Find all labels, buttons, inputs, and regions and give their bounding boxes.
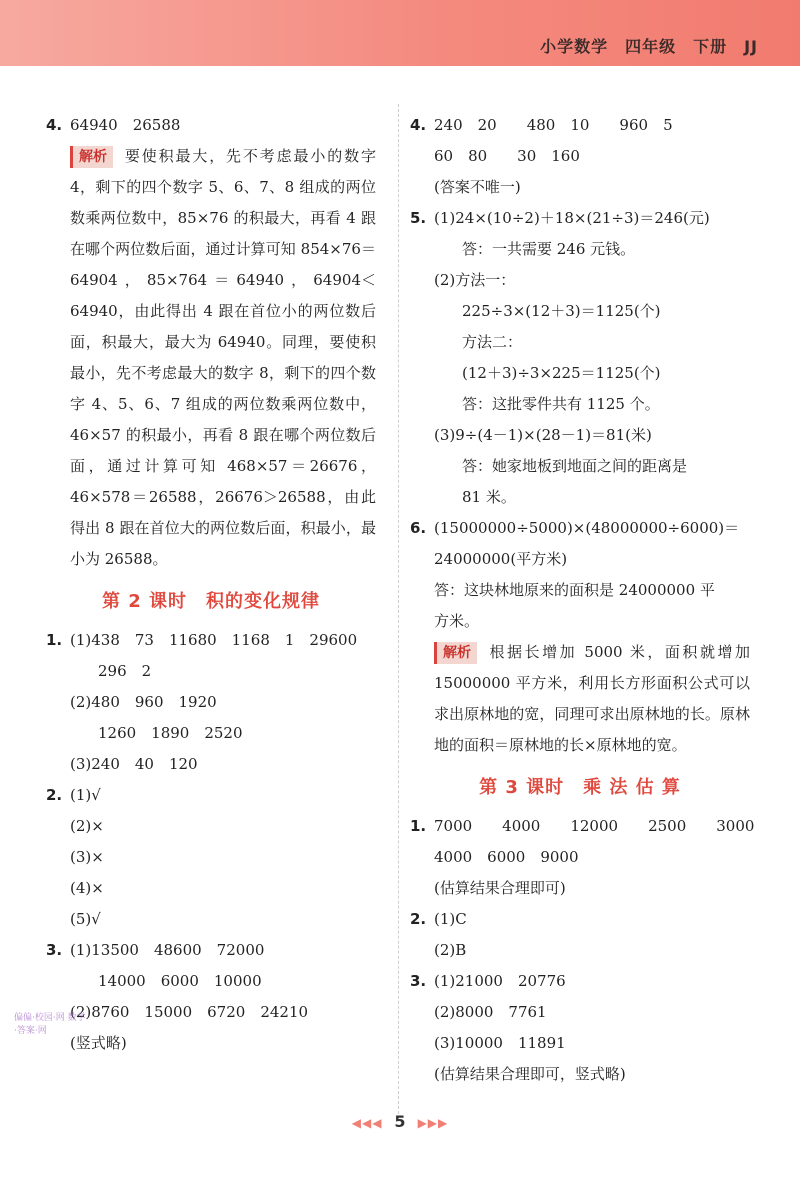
answer-line: (答案不唯一): [434, 178, 521, 196]
answer-line: 14000 6000 10000: [98, 972, 262, 990]
answer-line: 296 2: [98, 662, 152, 680]
question-number: 1.: [410, 817, 427, 835]
answer-line: 方米。: [434, 612, 480, 630]
question-3: [46, 935, 376, 966]
answer-line: (2)B: [434, 941, 467, 959]
estimate-question-1: [410, 811, 755, 842]
question-number: 6.: [410, 519, 427, 537]
answer-line: 1260 1890 2520: [98, 724, 243, 742]
answer-line: (1)C: [434, 910, 467, 928]
answer-line: (2)480 960 1920: [70, 693, 217, 711]
answer-line: 7000 4000 12000 2500 3000: [434, 817, 755, 835]
question-6: [410, 513, 750, 544]
question-number: 2.: [410, 910, 427, 928]
question-number: 5.: [410, 209, 427, 227]
question-1: [46, 625, 376, 656]
question-number: 3.: [410, 972, 427, 990]
answer-line: 4000 6000 9000: [434, 848, 579, 866]
answer-line: (竖式略): [70, 1034, 127, 1052]
analysis-block: [70, 141, 376, 575]
analysis-badge: 解析: [434, 642, 477, 664]
answer-line: (5)√: [70, 910, 101, 928]
question-number: 4.: [410, 116, 427, 134]
page-footer: [0, 1112, 800, 1131]
question-4: [410, 110, 750, 141]
answer-line: (15000000÷5000)×(48000000÷6000)＝: [434, 519, 740, 537]
question-2: [46, 780, 376, 811]
answer-line: (4)×: [70, 879, 104, 897]
question-5: [410, 203, 750, 234]
answer-line: (估算结果合理即可): [434, 879, 566, 897]
analysis-badge: 解析: [70, 146, 113, 168]
watermark-logo: 偏偏·校园·网 数学·答案·网: [14, 1013, 86, 1036]
question-4: [46, 110, 376, 141]
answer-line: 24000000(平方米): [434, 550, 568, 568]
page-number: 5: [394, 1112, 406, 1131]
answer-line: (2)8000 7761: [434, 1003, 547, 1021]
answer-line: 81 米。: [462, 488, 516, 506]
answer-line: (2)方法一：: [434, 271, 516, 289]
answer-line: 225÷3×(12＋3)＝1125(个): [462, 302, 661, 320]
answer-line: 答：这批零件共有 1125 个。: [462, 395, 660, 413]
analysis-block: [434, 637, 750, 761]
answer-line: (12＋3)÷3×225＝1125(个): [462, 364, 661, 382]
estimate-question-2: [410, 904, 750, 935]
section-title-lesson-2: 第 2 课时 积的变化规律: [101, 591, 321, 612]
answer-line: (1)21000 20776: [434, 972, 566, 990]
answer-line: 60 80 30 160: [434, 147, 580, 165]
answer-text: 64940 26588: [70, 116, 181, 134]
answer-line: 答：一共需要 246 元钱。: [462, 240, 636, 258]
answer-line: (3)240 40 120: [70, 755, 198, 773]
column-divider: [398, 104, 399, 1114]
analysis-text: 要使积最大，先不考虑最小的数字 4，剩下的四个数字 5、6、7、8 组成的两位数乘两位数中，85×76 的积最大，再看 4 跟在哪个两位数后面，通过计算可知 854×76＝64904，85×764＝64940，64904＜64940，由此得出 4 跟在首位小的两位数后面，积最大，最大为 64940。同理，要使积最小，先不考虑最大的数字 8，剩下的四个数字 4、5、6、7 组成的两位数乘两位数中，46×57 的积最小，再看 8 跟在哪个两位数后面，通过计算可知 468×57＝26676，46×578＝26588，26676＞26588，由此得出 8 跟在首位大的两位数后面，积最小，最小为 26588。: [70, 147, 376, 568]
header-title: 小学数学 四年级 下册 JJ: [540, 37, 758, 56]
answer-line: (2)×: [70, 817, 104, 835]
question-number: 4.: [46, 116, 63, 134]
analysis-text: 根据长增加 5000 米，面积就增加 15000000 平方米，利用长方形面积公式可以求出原林地的宽，同理可求出原林地的长。原林地的面积＝原林地的长×原林地的宽。: [434, 643, 750, 754]
answer-line: (1)√: [70, 786, 101, 804]
answer-line: (3)×: [70, 848, 104, 866]
right-arrows-icon: ▶▶▶: [417, 1116, 449, 1130]
left-column: [46, 110, 376, 1059]
answer-line: (1)13500 48600 72000: [70, 941, 265, 959]
answer-line: 方法二：: [462, 333, 523, 351]
left-arrows-icon: ◀◀◀: [351, 1116, 383, 1130]
right-column: [410, 110, 755, 1090]
question-number: 3.: [46, 941, 63, 959]
answer-line: (2)8760 15000 6720 24210: [70, 1003, 309, 1021]
answer-line: 答：这块林地原来的面积是 24000000 平: [434, 581, 715, 599]
answer-line: (1)24×(10÷2)＋18×(21÷3)＝246(元): [434, 209, 710, 227]
answer-line: (1)438 73 11680 1168 1 29600: [70, 631, 358, 649]
answer-line: 答：她家地板到地面之间的距离是: [462, 457, 688, 475]
section-title-lesson-3: 第 3 课时 乘 法 估 算: [479, 777, 681, 798]
answer-line: (估算结果合理即可，竖式略): [434, 1065, 626, 1083]
page-header: [0, 0, 800, 66]
estimate-question-3: [410, 966, 750, 997]
question-number: 1.: [46, 631, 63, 649]
answer-line: 240 20 480 10 960 5: [434, 116, 673, 134]
question-number: 2.: [46, 786, 63, 804]
answer-line: (3)9÷(4－1)×(28－1)＝81(米): [434, 426, 652, 444]
answer-line: (3)10000 11891: [434, 1034, 566, 1052]
